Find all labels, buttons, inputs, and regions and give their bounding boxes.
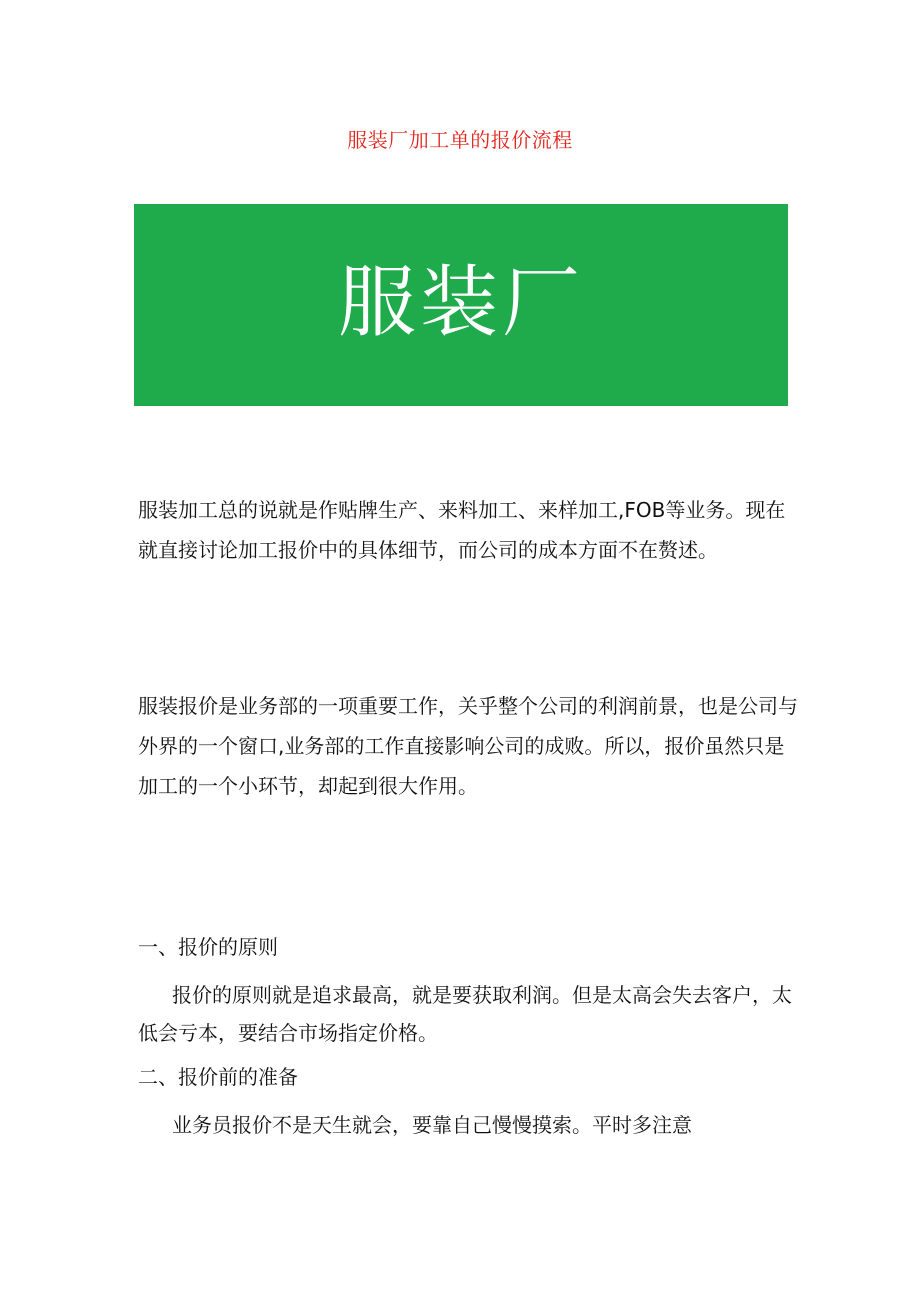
- section-heading-preparation: 二、报价前的准备: [138, 1065, 298, 1089]
- section-heading-principle: 一、报价的原则: [138, 935, 278, 959]
- banner: [134, 204, 788, 406]
- importance-paragraph: 服装报价是业务部的一项重要工作，关乎整个公司的利润前景，也是公司与外界的一个窗口,业务部的工作直接影响公司的成败。所以，报价虽然只是加工的一个小环节，却起到很大作用。: [138, 694, 798, 798]
- document-title: 服装厂加工单的报价流程: [347, 128, 573, 152]
- section-body-preparation: 业务员报价不是天生就会，要靠自己慢慢摸索。平时多注意: [172, 1113, 692, 1137]
- intro-paragraph: 服装加工总的说就是作贴牌生产、来料加工、来样加工,FOB等业务。现在就直接讨论加工报价中的具体细节，而公司的成本方面不在赘述。: [138, 498, 786, 562]
- section-body-principle: 报价的原则就是追求最高，就是要获取利润。但是太高会失去客户，太低会亏本，要结合市场指定价格。: [138, 983, 792, 1045]
- banner-text: 服装厂: [337, 258, 584, 348]
